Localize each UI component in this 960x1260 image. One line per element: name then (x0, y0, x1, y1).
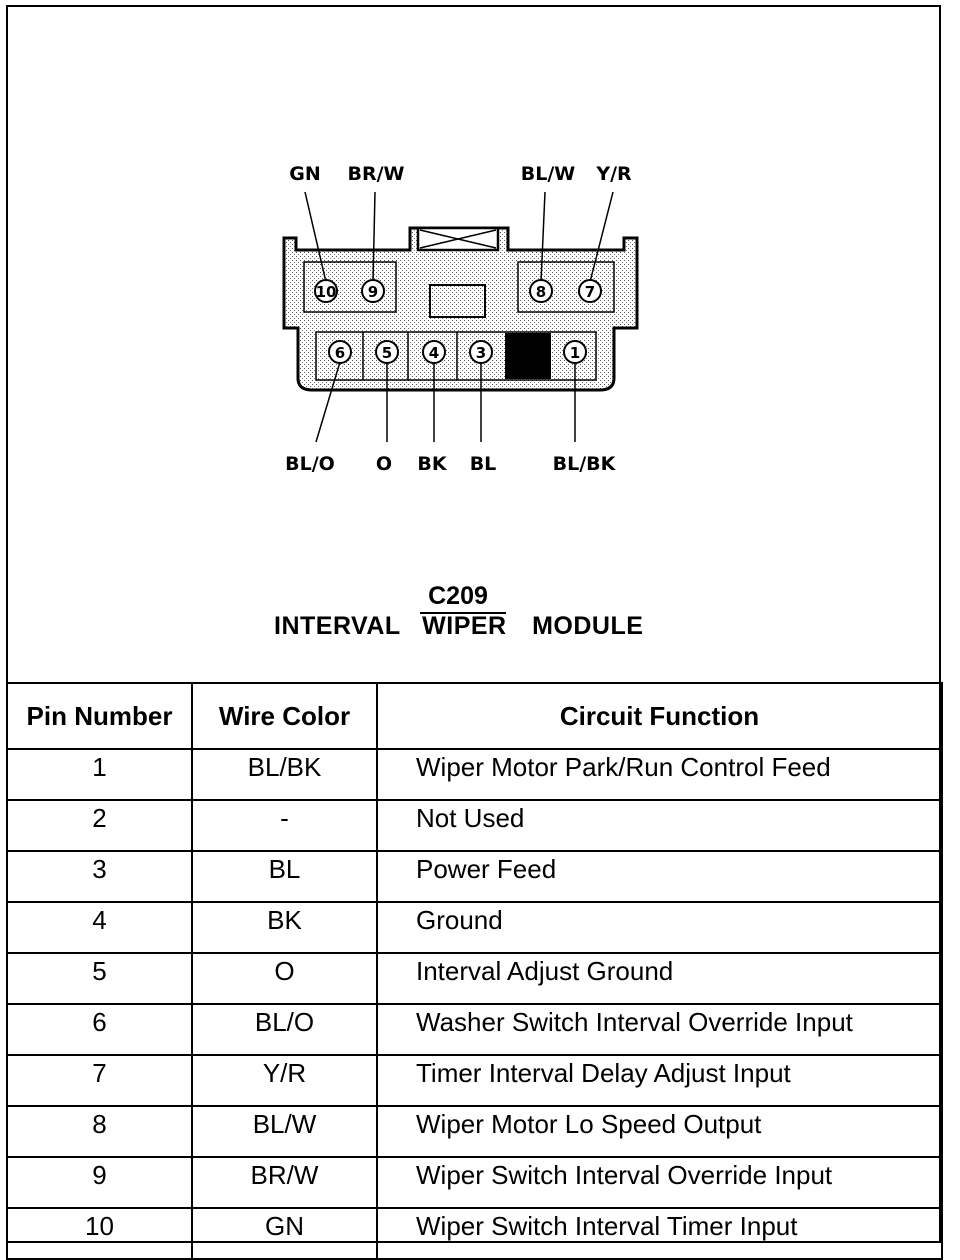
pin-number-cell: 1 (7, 749, 192, 800)
table-row (7, 1157, 942, 1208)
wire-label-o: O (375, 453, 393, 475)
pin-number: 8 (535, 283, 547, 301)
pin-number-cell: 3 (7, 851, 192, 902)
table-row (7, 1004, 942, 1055)
circuit-function-cell: Timer Interval Delay Adjust Input (377, 1055, 942, 1106)
header-pin-number: Pin Number (7, 683, 192, 749)
wire-label-y-r: Y/R (596, 163, 632, 185)
circuit-function-cell: Ground (377, 902, 942, 953)
wire-color-cell: BK (192, 902, 377, 953)
wire-color-cell: BL/W (192, 1106, 377, 1157)
connector-code: C209 (428, 582, 488, 610)
pin-number: 10 (315, 283, 337, 301)
blocked-cavity (505, 333, 551, 379)
table-row (7, 953, 942, 1004)
table-row (7, 1106, 942, 1157)
pin-number: 6 (334, 344, 346, 362)
header-circuit-function: Circuit Function (377, 683, 942, 749)
wire-label-bk: BK (417, 453, 447, 475)
wire-color-cell: O (192, 953, 377, 1004)
table-row (7, 749, 942, 800)
circuit-function-cell: Wiper Switch Interval Timer Input (377, 1208, 942, 1259)
pin-number-cell: 7 (7, 1055, 192, 1106)
table-row (7, 902, 942, 953)
circuit-function-cell: Wiper Motor Lo Speed Output (377, 1106, 942, 1157)
wire-color-cell: BR/W (192, 1157, 377, 1208)
pin-number: 3 (475, 344, 487, 362)
wire-label-bl-w: BL/W (520, 163, 576, 185)
circuit-function-cell: Wiper Motor Park/Run Control Feed (377, 749, 942, 800)
pin-number: 9 (367, 283, 379, 301)
circuit-function-cell: Interval Adjust Ground (377, 953, 942, 1004)
wire-label-gn: GN (289, 163, 321, 185)
title-word-module: MODULE (532, 612, 644, 640)
wire-color-cell: Y/R (192, 1055, 377, 1106)
table-row (7, 851, 942, 902)
wire-color-cell: BL (192, 851, 377, 902)
pin-number: 1 (569, 344, 581, 362)
pin-number-cell: 10 (7, 1208, 192, 1259)
wire-label-bl-bk: BL/BK (552, 453, 616, 475)
table-header-row (7, 683, 942, 749)
pin-number: 5 (381, 344, 393, 362)
wire-color-cell: GN (192, 1208, 377, 1259)
pin-number-cell: 4 (7, 902, 192, 953)
wire-color-cell: BL/O (192, 1004, 377, 1055)
pin-number-cell: 9 (7, 1157, 192, 1208)
table-row (7, 800, 942, 851)
wire-color-cell: BL/BK (192, 749, 377, 800)
pin-number-cell: 8 (7, 1106, 192, 1157)
wire-label-bl-o: BL/O (285, 453, 335, 475)
title-word-wiper: WIPER (422, 612, 507, 640)
circuit-function-cell: Washer Switch Interval Override Input (377, 1004, 942, 1055)
pin-number-cell: 5 (7, 953, 192, 1004)
pin-number: 4 (428, 344, 440, 362)
circuit-function-cell: Not Used (377, 800, 942, 851)
wire-color-cell: - (192, 800, 377, 851)
title-word-interval: INTERVAL (274, 612, 401, 640)
table-row (7, 1055, 942, 1106)
table-row (7, 1208, 942, 1259)
wire-label-bl: BL (469, 453, 497, 475)
circuit-function-cell: Wiper Switch Interval Override Input (377, 1157, 942, 1208)
pin-number-cell: 6 (7, 1004, 192, 1055)
circuit-function-cell: Power Feed (377, 851, 942, 902)
connector-title (274, 612, 643, 641)
pinout-table-wrap (6, 682, 941, 1260)
pin-number: 7 (584, 283, 596, 301)
connector-key (430, 285, 485, 317)
header-wire-color: Wire Color (192, 683, 377, 749)
pinout-table (6, 682, 943, 1260)
pin-number-cell: 2 (7, 800, 192, 851)
wire-label-br-w: BR/W (347, 163, 405, 185)
